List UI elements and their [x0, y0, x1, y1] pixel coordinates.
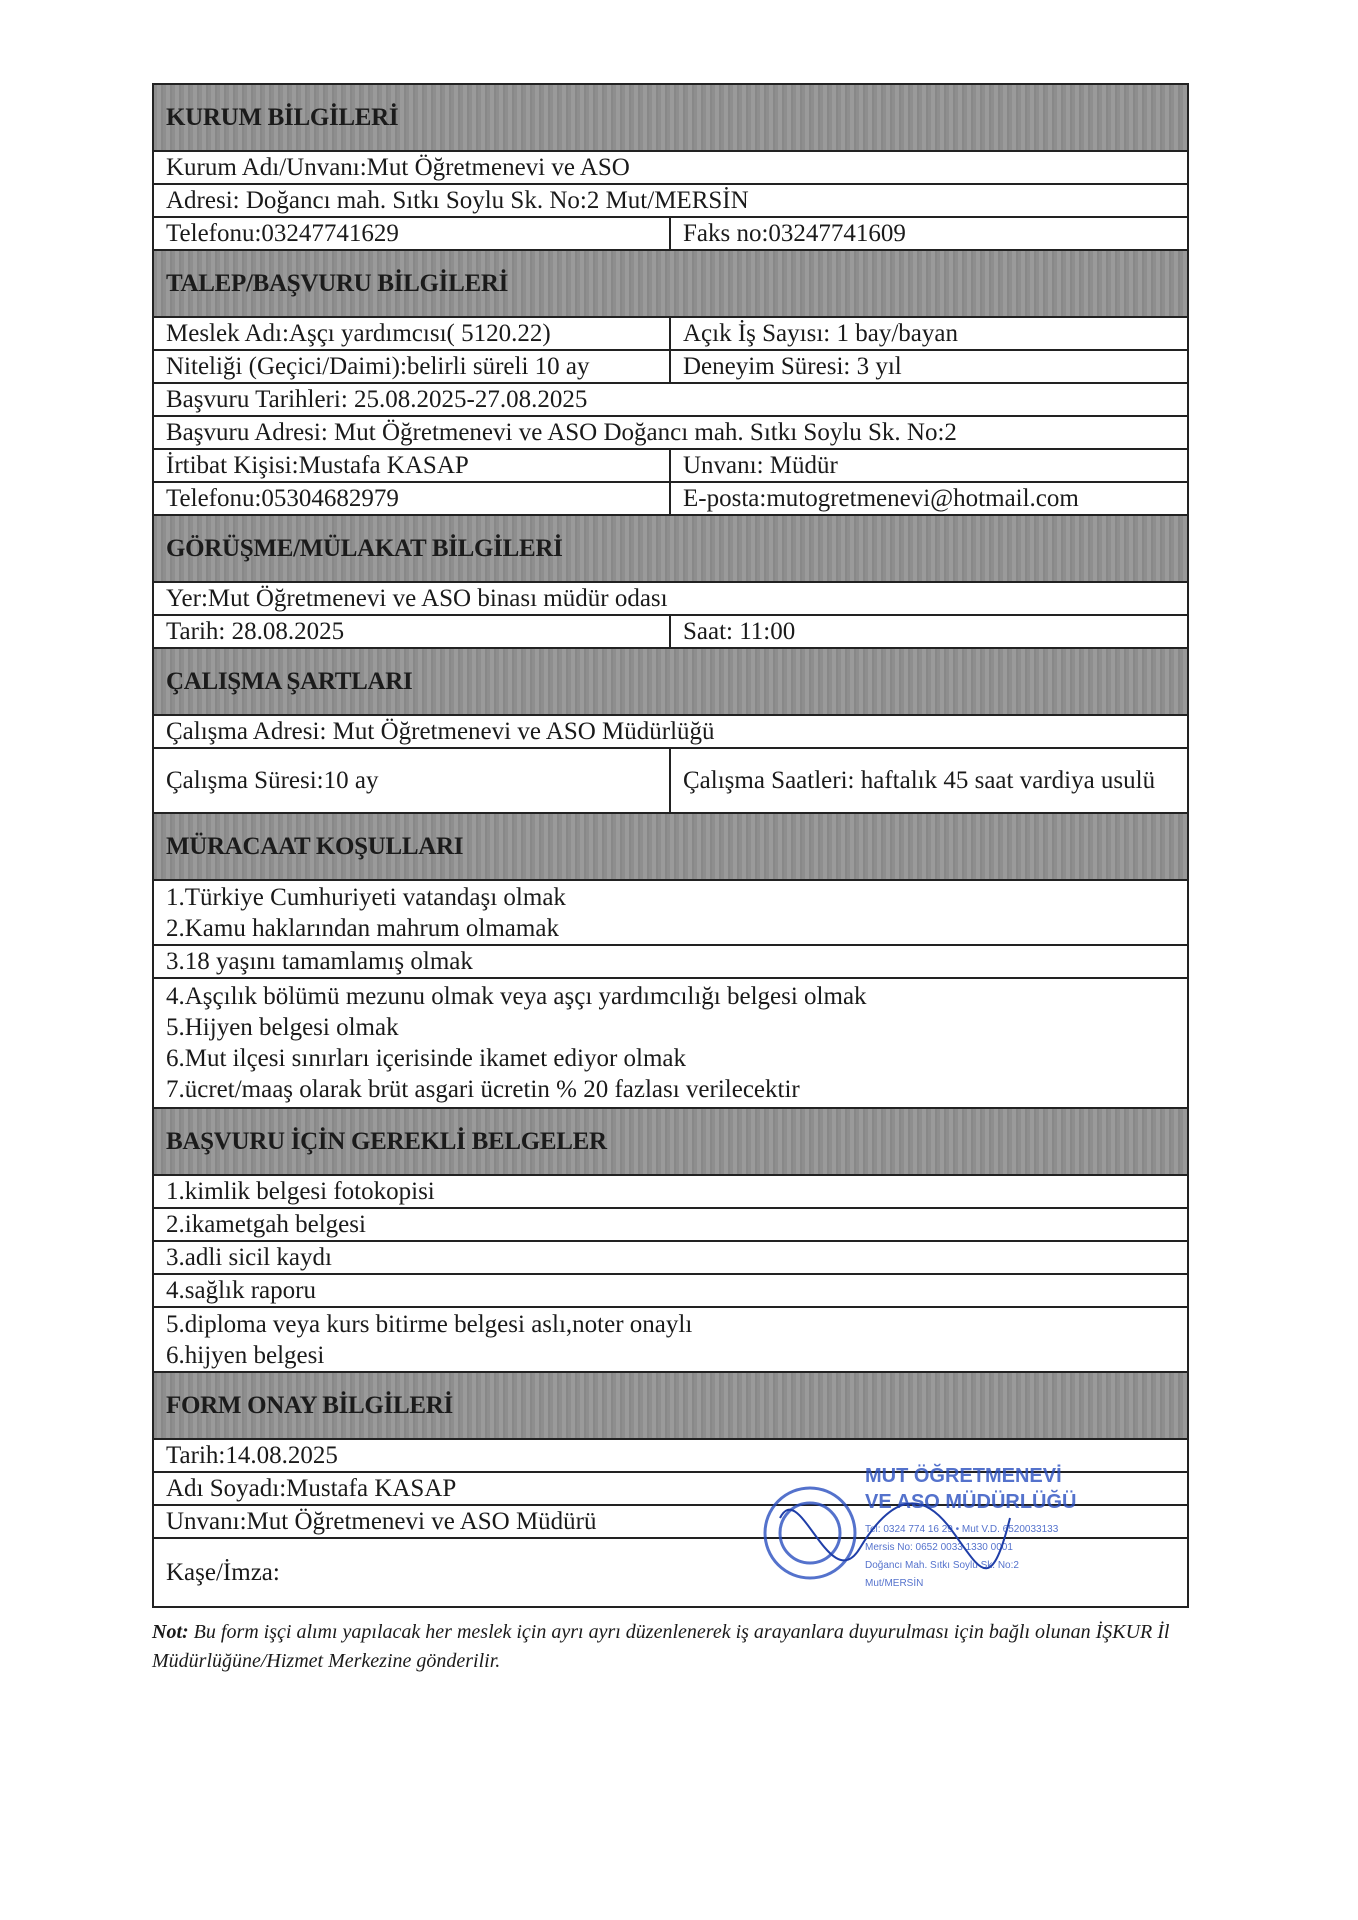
section-header-muracaat [154, 814, 1187, 881]
section-header-onay [154, 1373, 1187, 1440]
belge-item: 5.diploma veya kurs bitirme belgesi aslı,noter onaylı [166, 1310, 693, 1338]
belge-item: 2.ikametgah belgesi [166, 1211, 366, 1238]
irtibat-eposta: E-posta:mutogretmenevi@hotmail.com [683, 485, 1079, 512]
kurum-faks: Faks no:03247741609 [683, 220, 906, 247]
section-header-belgeler [154, 1109, 1187, 1176]
deneyim-suresi: Deneyim Süresi: 3 yıl [683, 353, 902, 380]
basvuru-tarihleri: Başvuru Tarihleri: 25.08.2025-27.08.2025 [166, 386, 588, 413]
section-header-gorusme [154, 516, 1187, 583]
onay-adi-soyadi: Adı Soyadı:Mustafa KASAP [166, 1475, 457, 1502]
basvuru-adresi: Başvuru Adresi: Mut Öğretmenevi ve ASO Doğancı mah. Sıtkı Soylu Sk. No:2 [166, 419, 957, 446]
onay-unvan: Unvanı:Mut Öğretmenevi ve ASO Müdürü [166, 1508, 597, 1535]
section-title: TALEP/BAŞVURU BİLGİLERİ [166, 269, 509, 297]
kosul-item: 1.Türkiye Cumhuriyeti vatandaşı olmak [166, 883, 566, 911]
kosul-item: 2.Kamu haklarından mahrum olmamak [166, 914, 559, 942]
section-title: ÇALIŞMA ŞARTLARI [166, 667, 413, 695]
kurum-adi: Kurum Adı/Unvanı:Mut Öğretmenevi ve ASO [166, 154, 630, 181]
belge-item: 4.sağlık raporu [166, 1277, 316, 1304]
kosul-item: 4.Aşçılık bölümü mezunu olmak veya aşçı yardımcılığı belgesi olmak [166, 983, 867, 1010]
section-title: MÜRACAAT KOŞULLARI [166, 832, 464, 860]
stamp-line: MUT ÖĞRETMENEVİ [865, 1465, 1062, 1487]
gorusme-saat: Saat: 11:00 [683, 618, 796, 645]
section-header-kurum [154, 85, 1187, 152]
job-posting-form-table [152, 83, 1189, 1608]
kurum-telefon: Telefonu:03247741629 [154, 218, 671, 249]
belge-item: 6.hijyen belgesi [166, 1341, 325, 1369]
stamp-line: Doğancı Mah. Sıtkı Soylu Sk. No:2 [865, 1560, 1019, 1571]
irtibat-kisisi: İrtibat Kişisi:Mustafa KASAP [154, 450, 671, 481]
stamp-line: Mut/MERSİN [865, 1578, 924, 1589]
stamp-line: VE ASO MÜDÜRLÜĞÜ [865, 1491, 1077, 1513]
kosul-item: 3.18 yaşını tamamlamış olmak [166, 948, 473, 975]
belge-item: 3.adli sicil kaydı [166, 1244, 332, 1271]
kurum-adres: Adresi: Doğancı mah. Sıtkı Soylu Sk. No:2 Mut/MERSİN [166, 187, 749, 214]
note-label: Not: [152, 1621, 189, 1643]
onay-tarih: Tarih:14.08.2025 [166, 1442, 338, 1469]
calisma-adresi: Çalışma Adresi: Mut Öğretmenevi ve ASO Müdürlüğü [166, 718, 715, 745]
acik-is-sayisi: Açık İş Sayısı: 1 bay/bayan [683, 320, 958, 347]
kosul-item: 7.ücret/maaş olarak brüt asgari ücretin % 20 fazlası verilecektir [166, 1076, 800, 1103]
kosul-item: 6.Mut ilçesi sınırları içerisinde ikamet ediyor olmak [166, 1045, 687, 1072]
meslek-adi: Meslek Adı:Aşçı yardımcısı( 5120.22) [154, 318, 671, 349]
niteligi: Niteliği (Geçici/Daimi):belirli süreli 10 ay [154, 351, 671, 382]
calisma-suresi: Çalışma Süresi:10 ay [154, 749, 671, 812]
belge-item: 1.kimlik belgesi fotokopisi [166, 1178, 435, 1205]
section-header-talep [154, 251, 1187, 318]
section-title: FORM ONAY BİLGİLERİ [166, 1391, 453, 1419]
irtibat-unvan: Unvanı: Müdür [683, 452, 838, 479]
stamp-line: Mersis No: 0652 0033 1330 0001 [865, 1542, 1013, 1553]
section-title: BAŞVURU İÇİN GEREKLİ BELGELER [166, 1127, 607, 1155]
kase-imza: Kaşe/İmza: [166, 1559, 280, 1586]
irtibat-telefon: Telefonu:05304682979 [154, 483, 671, 514]
section-title: GÖRÜŞME/MÜLAKAT BİLGİLERİ [166, 534, 563, 562]
stamp-line: Tel: 0324 774 16 29 • Mut V.D. 6520033133 [865, 1524, 1059, 1535]
calisma-saatleri: Çalışma Saatleri: haftalık 45 saat vardiya usulü [683, 767, 1156, 794]
footnote [152, 1618, 1192, 1676]
section-title: KURUM BİLGİLERİ [166, 103, 399, 131]
section-header-calisma [154, 649, 1187, 716]
kosul-item: 5.Hijyen belgesi olmak [166, 1014, 399, 1041]
note-text: Bu form işçi alımı yapılacak her meslek için ayrı ayrı düzenlenerek iş arayanlara duyurulması için bağlı olunan İŞKUR İl Müdürlüğüne/Hizmet Merkezine gönderilir. [152, 1621, 1170, 1672]
gorusme-tarih: Tarih: 28.08.2025 [154, 616, 671, 647]
gorusme-yer: Yer:Mut Öğretmenevi ve ASO binası müdür odası [166, 585, 668, 612]
